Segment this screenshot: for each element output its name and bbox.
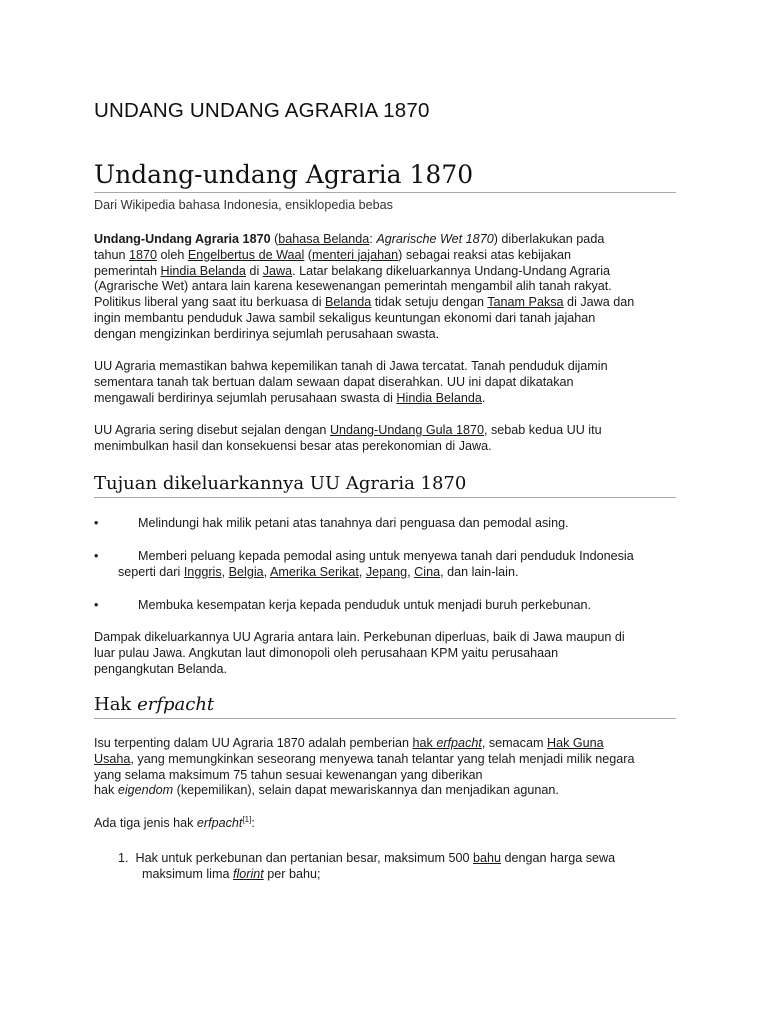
article-heading: Undang-undang Agraria 1870 [94,160,676,193]
section-heading-hak-erfpacht: Hak erfpacht [94,694,676,719]
bold-term: Undang-Undang Agraria 1870 [94,232,271,246]
italic-term: Agrarische Wet 1870 [376,232,494,246]
list-item: 1. Hak untuk perkebunan dan pertanian besar, maksimum 500 bahu dengan harga sewa maksimum lima florint per bahu; [118,851,616,881]
link-menteri-jajahan[interactable]: menteri jajahan [312,247,399,262]
bullet-icon: • [94,549,99,563]
paragraph-uu-gula: UU Agraria sering disebut sejalan dengan Undang-Undang Gula 1870, sebab kedua UU itu menimbulkan hasil dan konsekuensi besar atas perekonomian di Jawa. [94,423,602,453]
link-hak-guna-usaha[interactable]: Hak Guna [546,736,604,750]
list-item: • Melindungi hak milik petani atas tanahnya dari penguasa dan pemodal asing. [94,516,569,530]
link-inggris[interactable]: Inggris [183,565,222,579]
link-cina[interactable]: Cina [414,565,441,579]
paragraph-jenis-hak: Ada tiga jenis hak erfpacht[1]: [94,814,255,830]
list-item: • Memberi peluang kepada pemodal asing untuk menyewa tanah dari penduduk Indonesia seperti dari Inggris, Belgia, Amerika Serikat, Jepang, Cina, dan lain-lain. [94,549,634,579]
link-tanam-paksa[interactable]: Tanam Paksa [487,295,564,310]
link-bahasa-belanda[interactable]: bahasa Belanda [278,232,370,246]
list-number: 1. [118,851,129,865]
link-bahu[interactable]: bahu [472,851,501,865]
link-uu-gula-1870[interactable]: Undang-Undang Gula 1870 [329,423,484,437]
link-1870[interactable]: 1870 [129,247,158,262]
link-belgia[interactable]: Belgia [228,565,264,579]
intro-paragraph: Undang-Undang Agraria 1870 (bahasa Belanda: Agrarische Wet 1870) diberlakukan pada tahun 1870 oleh Engelbertus de Waal (menteri jajahan) sebagai reaksi atas kebijakan pemerintah Hindia Belanda di Jawa. Latar belakang dikeluarkannya Undang-Undang Agraria (Agrarische Wet) antara lain karena kesewenangan pemerintah mengambil alih tanah rakyat. Politikus liberal yang saat itu berkuasa di Belanda tidak setuju dengan Tanam Paksa di Jawa dan ingin membantu penduduk Jawa sambil sekaligus keuntungan ekonomi dari tanah jajahan dengan mengizinkan berdirinya sejumlah perusahaan swasta. [94,232,635,341]
link-hindia-belanda[interactable]: Hindia Belanda [160,263,246,278]
section-heading-tujuan: Tujuan dikeluarkannya UU Agraria 1870 [94,473,676,498]
paragraph-kepemilikan: UU Agraria memastikan bahwa kepemilikan tanah di Jawa tercatat. Tanah penduduk dijamin sementara tanah tak bertuan dalam sewaan dapat diserahkan. UU ini dapat dikatakan mengawali berdirinya sejumlah perusahaan swasta di Hindia Belanda. [94,359,608,405]
article-subtitle: Dari Wikipedia bahasa Indonesia, ensiklopedia bebas [94,198,393,212]
link-jepang[interactable]: Jepang [365,565,408,579]
link-belanda[interactable]: Belanda [325,295,372,310]
footnote-ref[interactable]: [1] [242,814,252,824]
list-item: • Membuka kesempatan kerja kepada penduduk untuk menjadi buruh perkebunan. [94,598,591,612]
paragraph-hak-erfpacht: Isu terpenting dalam UU Agraria 1870 adalah pemberian hak erfpacht, semacam Hak Guna Usaha, yang memungkinkan seseorang menyewa tanah telantar yang telah menjadi milik negara yang selama maksimum 75 tahun sesuai kewenangan yang diberikan hak eigendom (kepemilikan), selain dapat mewariskannya dan menjadikan agunan. [94,736,635,798]
link-engelbertus-de-waal[interactable]: Engelbertus de Waal [187,247,305,262]
link-hak-guna-usaha-cont[interactable]: Usaha [94,751,131,766]
link-hak-erfpacht[interactable]: hak erfpacht [412,736,482,750]
paragraph-dampak: Dampak dikeluarkannya UU Agraria antara lain. Perkebunan diperluas, baik di Jawa maupun di luar pulau Jawa. Angkutan laut dimonopoli oleh perusahaan KPM yaitu perusahaan pengangkutan Belanda. [94,630,625,676]
link-florint[interactable]: florint [232,867,264,881]
link-hindia-belanda-2[interactable]: Hindia Belanda [396,390,482,405]
link-amerika-serikat[interactable]: Amerika Serikat [269,565,359,579]
document-title: UNDANG UNDANG AGRARIA 1870 [94,99,430,122]
bullet-icon: • [94,516,99,530]
link-jawa[interactable]: Jawa [262,263,293,278]
bullet-icon: • [94,598,99,612]
